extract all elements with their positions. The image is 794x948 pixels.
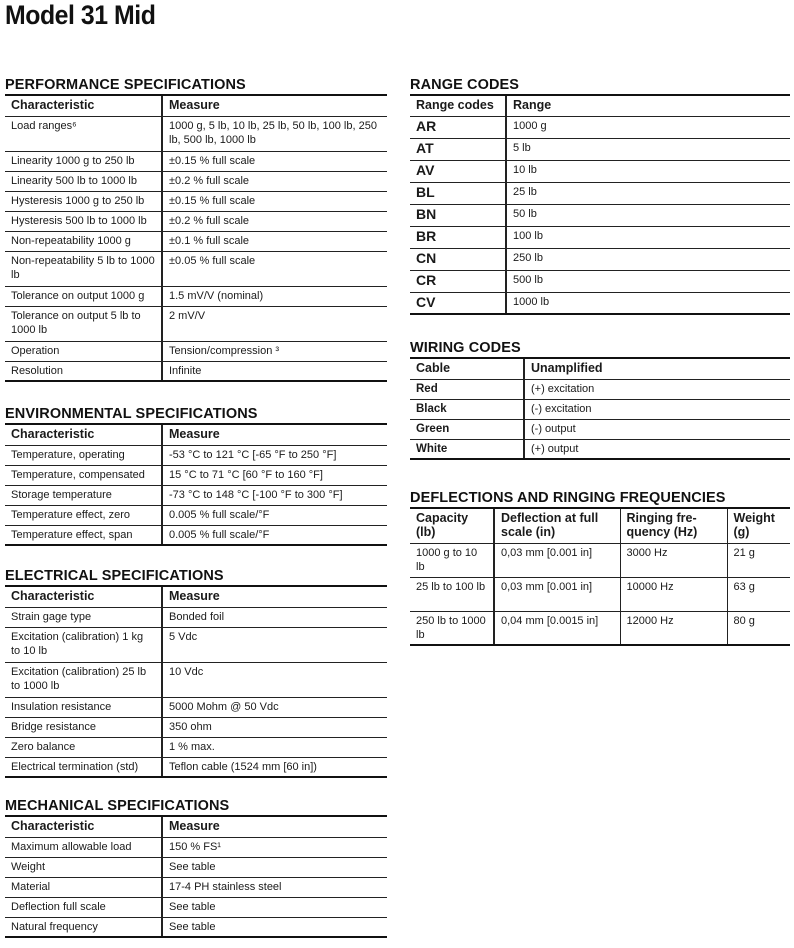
- wiring-value-cell: (+) excitation: [524, 379, 790, 399]
- characteristic-cell: Non-repeatability 5 lb to 1000 lb: [5, 251, 162, 286]
- table-row: [410, 577, 790, 611]
- range-value-cell: 1000 g: [506, 116, 790, 138]
- deflections-header-capacity: Capacity (lb): [410, 509, 494, 543]
- deflections-header-ringing-frequency: Ringing fre-quency (Hz): [620, 509, 727, 543]
- characteristic-cell: Tolerance on output 1000 g: [5, 286, 162, 306]
- measure-cell: Bonded foil: [162, 607, 387, 627]
- characteristic-cell: Strain gage type: [5, 607, 162, 627]
- measure-cell: -73 °C to 148 °C [-100 °F to 300 °F]: [162, 485, 387, 505]
- characteristic-cell: Natural frequency: [5, 917, 162, 937]
- mechanical-header-measure: Measure: [162, 817, 387, 837]
- table-row: [5, 251, 387, 286]
- table-row: [5, 897, 387, 917]
- measure-cell: -53 °C to 121 °C [-65 °F to 250 °F]: [162, 445, 387, 465]
- table-row: [5, 116, 387, 151]
- mechanical-table: [5, 817, 387, 938]
- wiring-codes-header-unamplified: Unamplified: [524, 359, 790, 379]
- capacity-cell: 25 lb to 100 lb: [410, 577, 494, 611]
- table-row: [5, 465, 387, 485]
- table-row: [410, 116, 790, 138]
- table-row: [410, 399, 790, 419]
- range-value-cell: 50 lb: [506, 204, 790, 226]
- range-value-cell: 1000 lb: [506, 292, 790, 314]
- characteristic-cell: Hysteresis 500 lb to 1000 lb: [5, 211, 162, 231]
- table-row: [5, 191, 387, 211]
- capacity-cell: 250 lb to 1000 lb: [410, 611, 494, 645]
- measure-cell: 15 °C to 71 °C [60 °F to 160 °F]: [162, 465, 387, 485]
- table-row: [410, 379, 790, 399]
- measure-cell: 350 ohm: [162, 717, 387, 737]
- measure-cell: ±0.15 % full scale: [162, 191, 387, 211]
- deflections-header-weight: Weight (g): [727, 509, 790, 543]
- performance-heading: PERFORMANCE SPECIFICATIONS: [5, 76, 387, 96]
- performance-header-characteristic: Characteristic: [5, 96, 162, 116]
- range-code-cell: AV: [410, 160, 506, 182]
- characteristic-cell: Temperature effect, zero: [5, 505, 162, 525]
- table-row: [410, 419, 790, 439]
- table-row: [5, 662, 387, 697]
- measure-cell: 5000 Mohm @ 50 Vdc: [162, 697, 387, 717]
- characteristic-cell: Excitation (calibration) 1 kg to 10 lb: [5, 627, 162, 662]
- table-row: [5, 697, 387, 717]
- deflection-cell: 0,03 mm [0.001 in]: [494, 543, 620, 577]
- range-codes-table: [410, 96, 790, 315]
- measure-cell: ±0.1 % full scale: [162, 231, 387, 251]
- table-row: [410, 611, 790, 645]
- range-code-cell: BL: [410, 182, 506, 204]
- weight-cell: 63 g: [727, 577, 790, 611]
- measure-cell: ±0.05 % full scale: [162, 251, 387, 286]
- characteristic-cell: Temperature, operating: [5, 445, 162, 465]
- table-row: [5, 857, 387, 877]
- range-value-cell: 500 lb: [506, 270, 790, 292]
- table-row: [5, 505, 387, 525]
- cable-color-cell: Black: [410, 399, 524, 419]
- measure-cell: 2 mV/V: [162, 306, 387, 341]
- range-code-cell: CV: [410, 292, 506, 314]
- environmental-header-characteristic: Characteristic: [5, 425, 162, 445]
- page-title: Model 31 Mid: [5, 0, 156, 30]
- table-row: [5, 917, 387, 937]
- capacity-cell: 1000 g to 10 lb: [410, 543, 494, 577]
- measure-cell: Tension/compression ³: [162, 341, 387, 361]
- performance-header-measure: Measure: [162, 96, 387, 116]
- table-row: [410, 543, 790, 577]
- range-value-cell: 250 lb: [506, 248, 790, 270]
- range-code-cell: BR: [410, 226, 506, 248]
- range-code-cell: CR: [410, 270, 506, 292]
- characteristic-cell: Storage temperature: [5, 485, 162, 505]
- performance-table: [5, 96, 387, 382]
- ringing-frequency-cell: 12000 Hz: [620, 611, 727, 645]
- range-codes-header-range: Range: [506, 96, 790, 116]
- characteristic-cell: Hysteresis 1000 g to 250 lb: [5, 191, 162, 211]
- characteristic-cell: Non-repeatability 1000 g: [5, 231, 162, 251]
- characteristic-cell: Temperature effect, span: [5, 525, 162, 545]
- table-row: [5, 286, 387, 306]
- table-row: [410, 270, 790, 292]
- characteristic-cell: Deflection full scale: [5, 897, 162, 917]
- table-row: [410, 248, 790, 270]
- measure-cell: 1 % max.: [162, 737, 387, 757]
- range-value-cell: 5 lb: [506, 138, 790, 160]
- measure-cell: 10 Vdc: [162, 662, 387, 697]
- range-codes-header-code: Range codes: [410, 96, 506, 116]
- table-row: [5, 877, 387, 897]
- wiring-codes-table: [410, 359, 790, 460]
- range-code-cell: AT: [410, 138, 506, 160]
- characteristic-cell: Material: [5, 877, 162, 897]
- deflections-header-deflection: Deflection at full scale (in): [494, 509, 620, 543]
- table-row: [410, 226, 790, 248]
- measure-cell: 0.005 % full scale/°F: [162, 525, 387, 545]
- electrical-section: [5, 567, 387, 778]
- range-value-cell: 10 lb: [506, 160, 790, 182]
- range-value-cell: 100 lb: [506, 226, 790, 248]
- table-row: [5, 151, 387, 171]
- deflection-cell: 0,04 mm [0.0015 in]: [494, 611, 620, 645]
- table-row: [410, 138, 790, 160]
- environmental-section: [5, 405, 387, 546]
- mechanical-section: [5, 797, 387, 938]
- table-row: [410, 204, 790, 226]
- characteristic-cell: Maximum allowable load: [5, 837, 162, 857]
- table-row: [5, 485, 387, 505]
- performance-section: [5, 76, 387, 382]
- wiring-value-cell: (-) output: [524, 419, 790, 439]
- wiring-value-cell: (-) excitation: [524, 399, 790, 419]
- mechanical-heading: MECHANICAL SPECIFICATIONS: [5, 797, 387, 817]
- characteristic-cell: Electrical termination (std): [5, 757, 162, 777]
- range-codes-section: [410, 76, 790, 315]
- range-value-cell: 25 lb: [506, 182, 790, 204]
- range-codes-heading: RANGE CODES: [410, 76, 790, 96]
- cable-color-cell: White: [410, 439, 524, 459]
- wiring-value-cell: (+) output: [524, 439, 790, 459]
- table-row: [5, 306, 387, 341]
- electrical-header-characteristic: Characteristic: [5, 587, 162, 607]
- characteristic-cell: Insulation resistance: [5, 697, 162, 717]
- range-code-cell: BN: [410, 204, 506, 226]
- characteristic-cell: Tolerance on output 5 lb to 1000 lb: [5, 306, 162, 341]
- table-row: [410, 182, 790, 204]
- characteristic-cell: Weight: [5, 857, 162, 877]
- measure-cell: 1.5 mV/V (nominal): [162, 286, 387, 306]
- environmental-table: [5, 425, 387, 546]
- table-row: [5, 607, 387, 627]
- weight-cell: 80 g: [727, 611, 790, 645]
- measure-cell: Teflon cable (1524 mm [60 in]): [162, 757, 387, 777]
- table-row: [5, 361, 387, 381]
- range-code-cell: AR: [410, 116, 506, 138]
- deflections-heading: DEFLECTIONS AND RINGING FREQUENCIES: [410, 489, 790, 509]
- cable-color-cell: Green: [410, 419, 524, 439]
- measure-cell: See table: [162, 917, 387, 937]
- weight-cell: 21 g: [727, 543, 790, 577]
- measure-cell: Infinite: [162, 361, 387, 381]
- table-row: [5, 211, 387, 231]
- table-row: [410, 439, 790, 459]
- table-row: [410, 160, 790, 182]
- measure-cell: 150 % FS¹: [162, 837, 387, 857]
- characteristic-cell: Linearity 1000 g to 250 lb: [5, 151, 162, 171]
- table-row: [5, 757, 387, 777]
- environmental-header-measure: Measure: [162, 425, 387, 445]
- deflection-cell: 0,03 mm [0.001 in]: [494, 577, 620, 611]
- table-row: [5, 231, 387, 251]
- deflections-section: [410, 489, 790, 646]
- electrical-heading: ELECTRICAL SPECIFICATIONS: [5, 567, 387, 587]
- wiring-codes-header-cable: Cable: [410, 359, 524, 379]
- table-row: [5, 627, 387, 662]
- table-row: [5, 837, 387, 857]
- ringing-frequency-cell: 10000 Hz: [620, 577, 727, 611]
- measure-cell: See table: [162, 857, 387, 877]
- characteristic-cell: Resolution: [5, 361, 162, 381]
- characteristic-cell: Zero balance: [5, 737, 162, 757]
- environmental-heading: ENVIRONMENTAL SPECIFICATIONS: [5, 405, 387, 425]
- cable-color-cell: Red: [410, 379, 524, 399]
- measure-cell: ±0.15 % full scale: [162, 151, 387, 171]
- table-row: [5, 171, 387, 191]
- measure-cell: 5 Vdc: [162, 627, 387, 662]
- measure-cell: 17-4 PH stainless steel: [162, 877, 387, 897]
- characteristic-cell: Bridge resistance: [5, 717, 162, 737]
- table-row: [410, 292, 790, 314]
- ringing-frequency-cell: 3000 Hz: [620, 543, 727, 577]
- table-row: [5, 341, 387, 361]
- mechanical-header-characteristic: Characteristic: [5, 817, 162, 837]
- characteristic-cell: Operation: [5, 341, 162, 361]
- measure-cell: 1000 g, 5 lb, 10 lb, 25 lb, 50 lb, 100 lb, 250 lb, 500 lb, 1000 lb: [162, 116, 387, 151]
- table-row: [5, 525, 387, 545]
- wiring-codes-heading: WIRING CODES: [410, 339, 790, 359]
- measure-cell: See table: [162, 897, 387, 917]
- range-code-cell: CN: [410, 248, 506, 270]
- characteristic-cell: Linearity 500 lb to 1000 lb: [5, 171, 162, 191]
- table-row: [5, 445, 387, 465]
- measure-cell: ±0.2 % full scale: [162, 171, 387, 191]
- electrical-table: [5, 587, 387, 778]
- characteristic-cell: Excitation (calibration) 25 lb to 1000 lb: [5, 662, 162, 697]
- characteristic-cell: Load ranges⁶: [5, 116, 162, 151]
- wiring-codes-section: [410, 339, 790, 460]
- electrical-header-measure: Measure: [162, 587, 387, 607]
- characteristic-cell: Temperature, compensated: [5, 465, 162, 485]
- measure-cell: 0.005 % full scale/°F: [162, 505, 387, 525]
- table-row: [5, 737, 387, 757]
- deflections-table: [410, 509, 790, 646]
- measure-cell: ±0.2 % full scale: [162, 211, 387, 231]
- table-row: [5, 717, 387, 737]
